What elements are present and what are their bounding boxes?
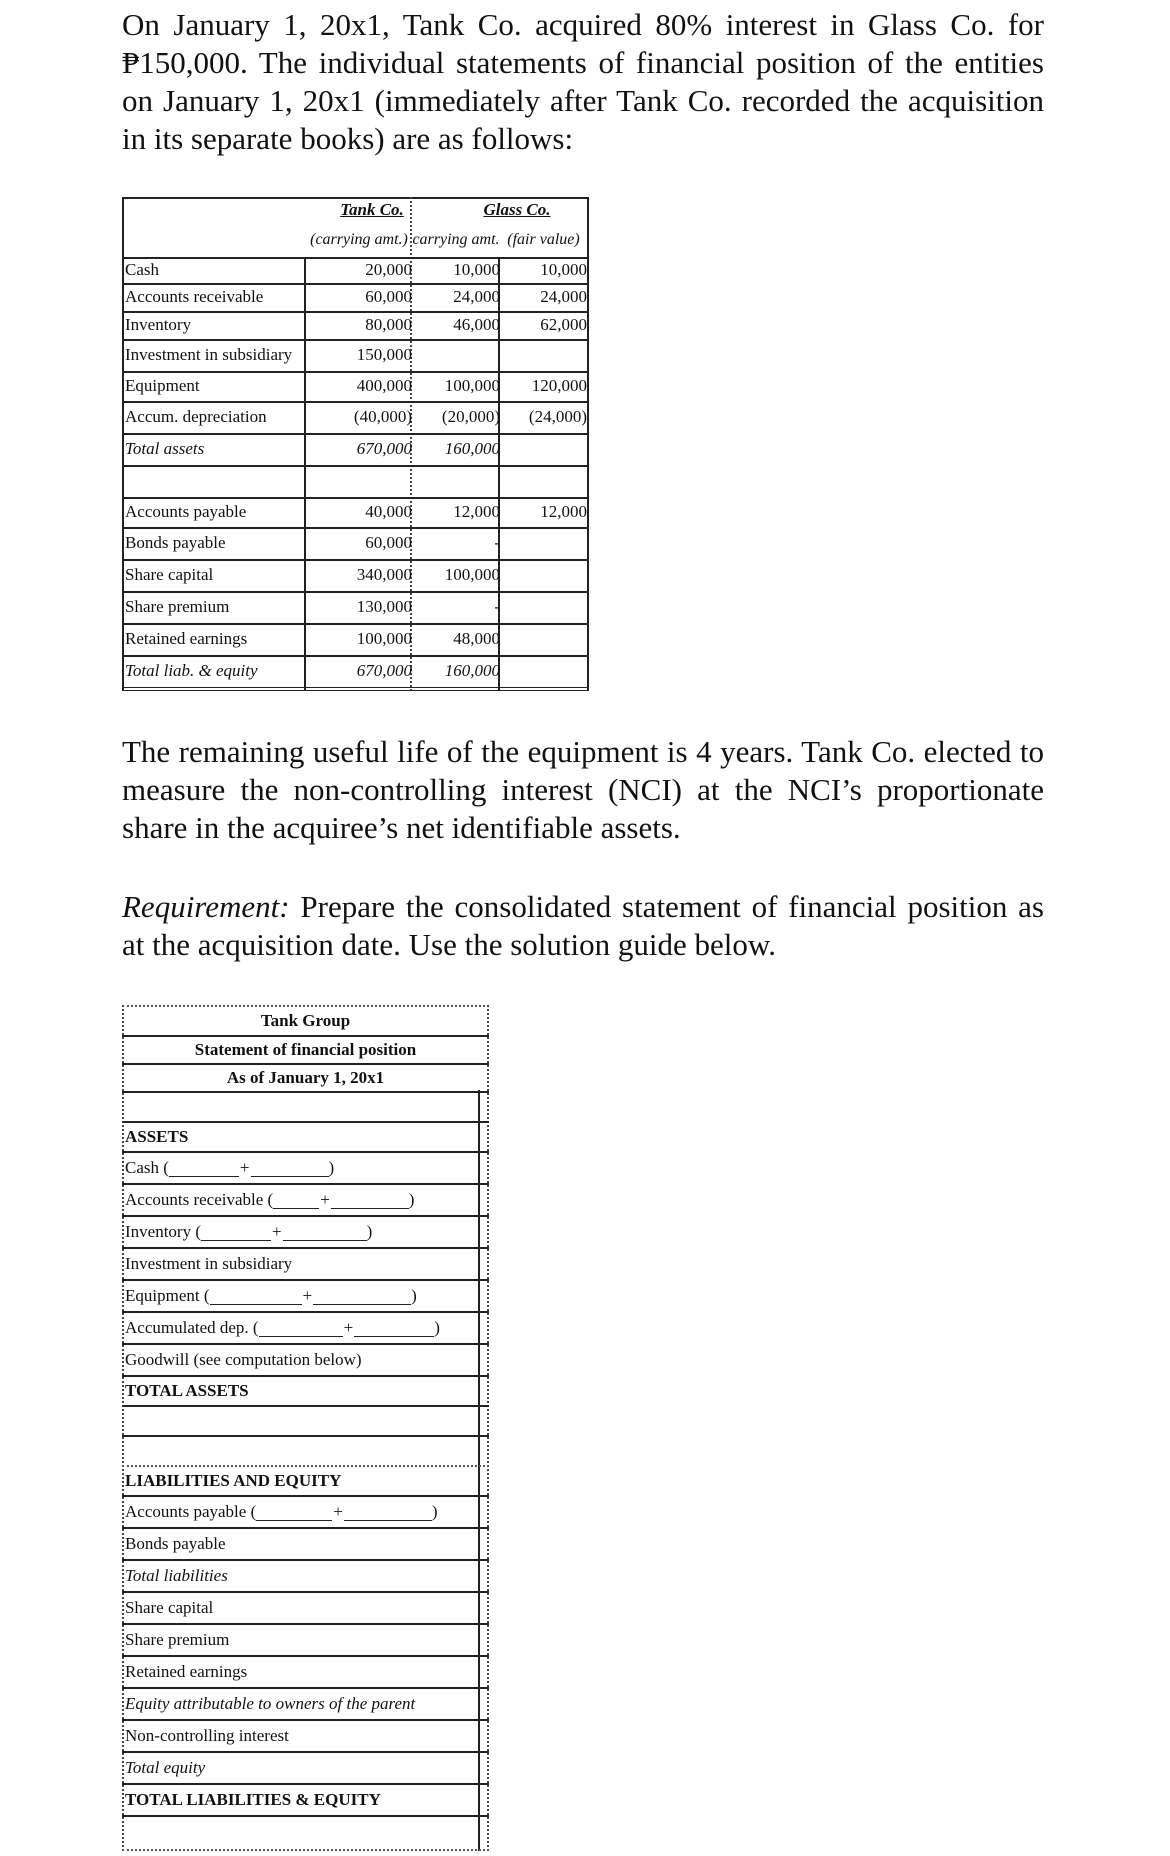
cash-blank-2[interactable] — [251, 1160, 329, 1177]
table-row: Share capital 340,000 100,000 — [122, 559, 589, 593]
share-capital-row: Share capital — [122, 1593, 489, 1625]
equity-parent-row: Equity attributable to owners of the parent — [122, 1689, 489, 1721]
investment-row: Investment in subsidiary — [122, 1249, 489, 1281]
requirement-paragraph — [122, 888, 1044, 964]
statements-subheader-row — [122, 223, 589, 259]
total-equity-row: Total equity — [122, 1753, 489, 1785]
guide-title: Tank Group — [260, 1011, 351, 1030]
header-tank: Tank Co. — [340, 200, 404, 219]
ap-blank-2[interactable] — [344, 1504, 432, 1521]
inventory-row: Inventory ( + ) — [122, 1217, 489, 1249]
table-spacer-row — [122, 465, 589, 499]
table-row: Share premium 130,000 - — [122, 591, 589, 625]
equipment-row: Equipment ( + ) — [122, 1281, 489, 1313]
guide-date: As of January 1, 20x1 — [226, 1068, 385, 1087]
subheader-tank-carrying: (carrying amt.) — [310, 231, 408, 248]
share-premium-row: Share premium — [122, 1625, 489, 1657]
total-le-row: TOTAL LIABILITIES & EQUITY — [122, 1785, 489, 1817]
equipment-blank-1[interactable] — [210, 1288, 302, 1305]
bonds-payable-row: Bonds payable — [122, 1529, 489, 1561]
nci-row: Non-controlling interest — [122, 1721, 489, 1753]
accumulated-dep-row: Accumulated dep. ( + ) — [122, 1313, 489, 1345]
ar-blank-1[interactable] — [273, 1192, 319, 1209]
ap-blank-1[interactable] — [256, 1504, 332, 1521]
table-row: Total assets 670,000 160,000 — [122, 433, 589, 467]
inventory-blank-1[interactable] — [201, 1224, 271, 1241]
spacer-row — [122, 1407, 489, 1437]
requirement-lead: Requirement: — [122, 889, 290, 924]
liab-equity-heading-row: LIABILITIES AND EQUITY — [122, 1467, 489, 1497]
intro-paragraph: On January 1, 20x1, Tank Co. acquired 80% interest in Glass Co. for ₱150,000. The individual statements of financial position of the entities on January 1, 20x1 (immediately after Tank Co. recorded the acquisition in its separate books) are as follows: — [122, 7, 1044, 156]
accdep-blank-2[interactable] — [354, 1320, 434, 1337]
statements-header-row — [122, 197, 589, 223]
accdep-blank-1[interactable] — [259, 1320, 343, 1337]
table-row: Accum. depreciation (40,000) (20,000) (24,000) — [122, 401, 589, 435]
ar-blank-2[interactable] — [331, 1192, 409, 1209]
cash-row: Cash ( + ) — [122, 1153, 489, 1185]
retained-earnings-row: Retained earnings — [122, 1657, 489, 1689]
table-row: Total liab. & equity 670,000 160,000 — [122, 655, 589, 691]
header-glass: Glass Co. — [483, 200, 551, 219]
total-liabilities-row: Total liabilities — [122, 1561, 489, 1593]
table-row: Inventory 80,000 46,000 62,000 — [122, 311, 589, 341]
spacer-row — [122, 1817, 489, 1847]
subheader-glass-carrying: carrying amt. — [412, 231, 500, 248]
useful-life-paragraph: The remaining useful life of the equipment is 4 years. Tank Co. elected to measure the non-controlling interest (NCI) at the NCI’s proportionate share in the acquiree’s net identifiable assets. — [122, 734, 1044, 845]
guide-subtitle: Statement of financial position — [194, 1040, 417, 1059]
table-row: Equipment 400,000 100,000 120,000 — [122, 371, 589, 403]
cash-blank-1[interactable] — [169, 1160, 239, 1177]
table-row: Accounts receivable 60,000 24,000 24,000 — [122, 283, 589, 313]
subheader-glass-fair: (fair value) — [507, 231, 580, 248]
assets-heading-row: ASSETS — [122, 1123, 489, 1153]
table-row: Investment in subsidiary 150,000 — [122, 339, 589, 373]
table-row: Cash 20,000 10,000 10,000 — [122, 257, 589, 285]
spacer-row — [122, 1437, 489, 1467]
total-assets-row: TOTAL ASSETS — [122, 1377, 489, 1407]
accounts-receivable-row: Accounts receivable ( + ) — [122, 1185, 489, 1217]
table-row: Retained earnings 100,000 48,000 — [122, 623, 589, 657]
table-row: Accounts payable 40,000 12,000 12,000 — [122, 497, 589, 529]
requirement-text: Prepare the consolidated statement of financial position as at the acquisition date. Use the solution guide below. — [122, 889, 1044, 962]
table-row: Bonds payable 60,000 - — [122, 527, 589, 561]
accounts-payable-row: Accounts payable ( + ) — [122, 1497, 489, 1529]
inventory-blank-2[interactable] — [283, 1224, 367, 1241]
goodwill-row: Goodwill (see computation below) — [122, 1345, 489, 1377]
equipment-blank-2[interactable] — [313, 1288, 411, 1305]
